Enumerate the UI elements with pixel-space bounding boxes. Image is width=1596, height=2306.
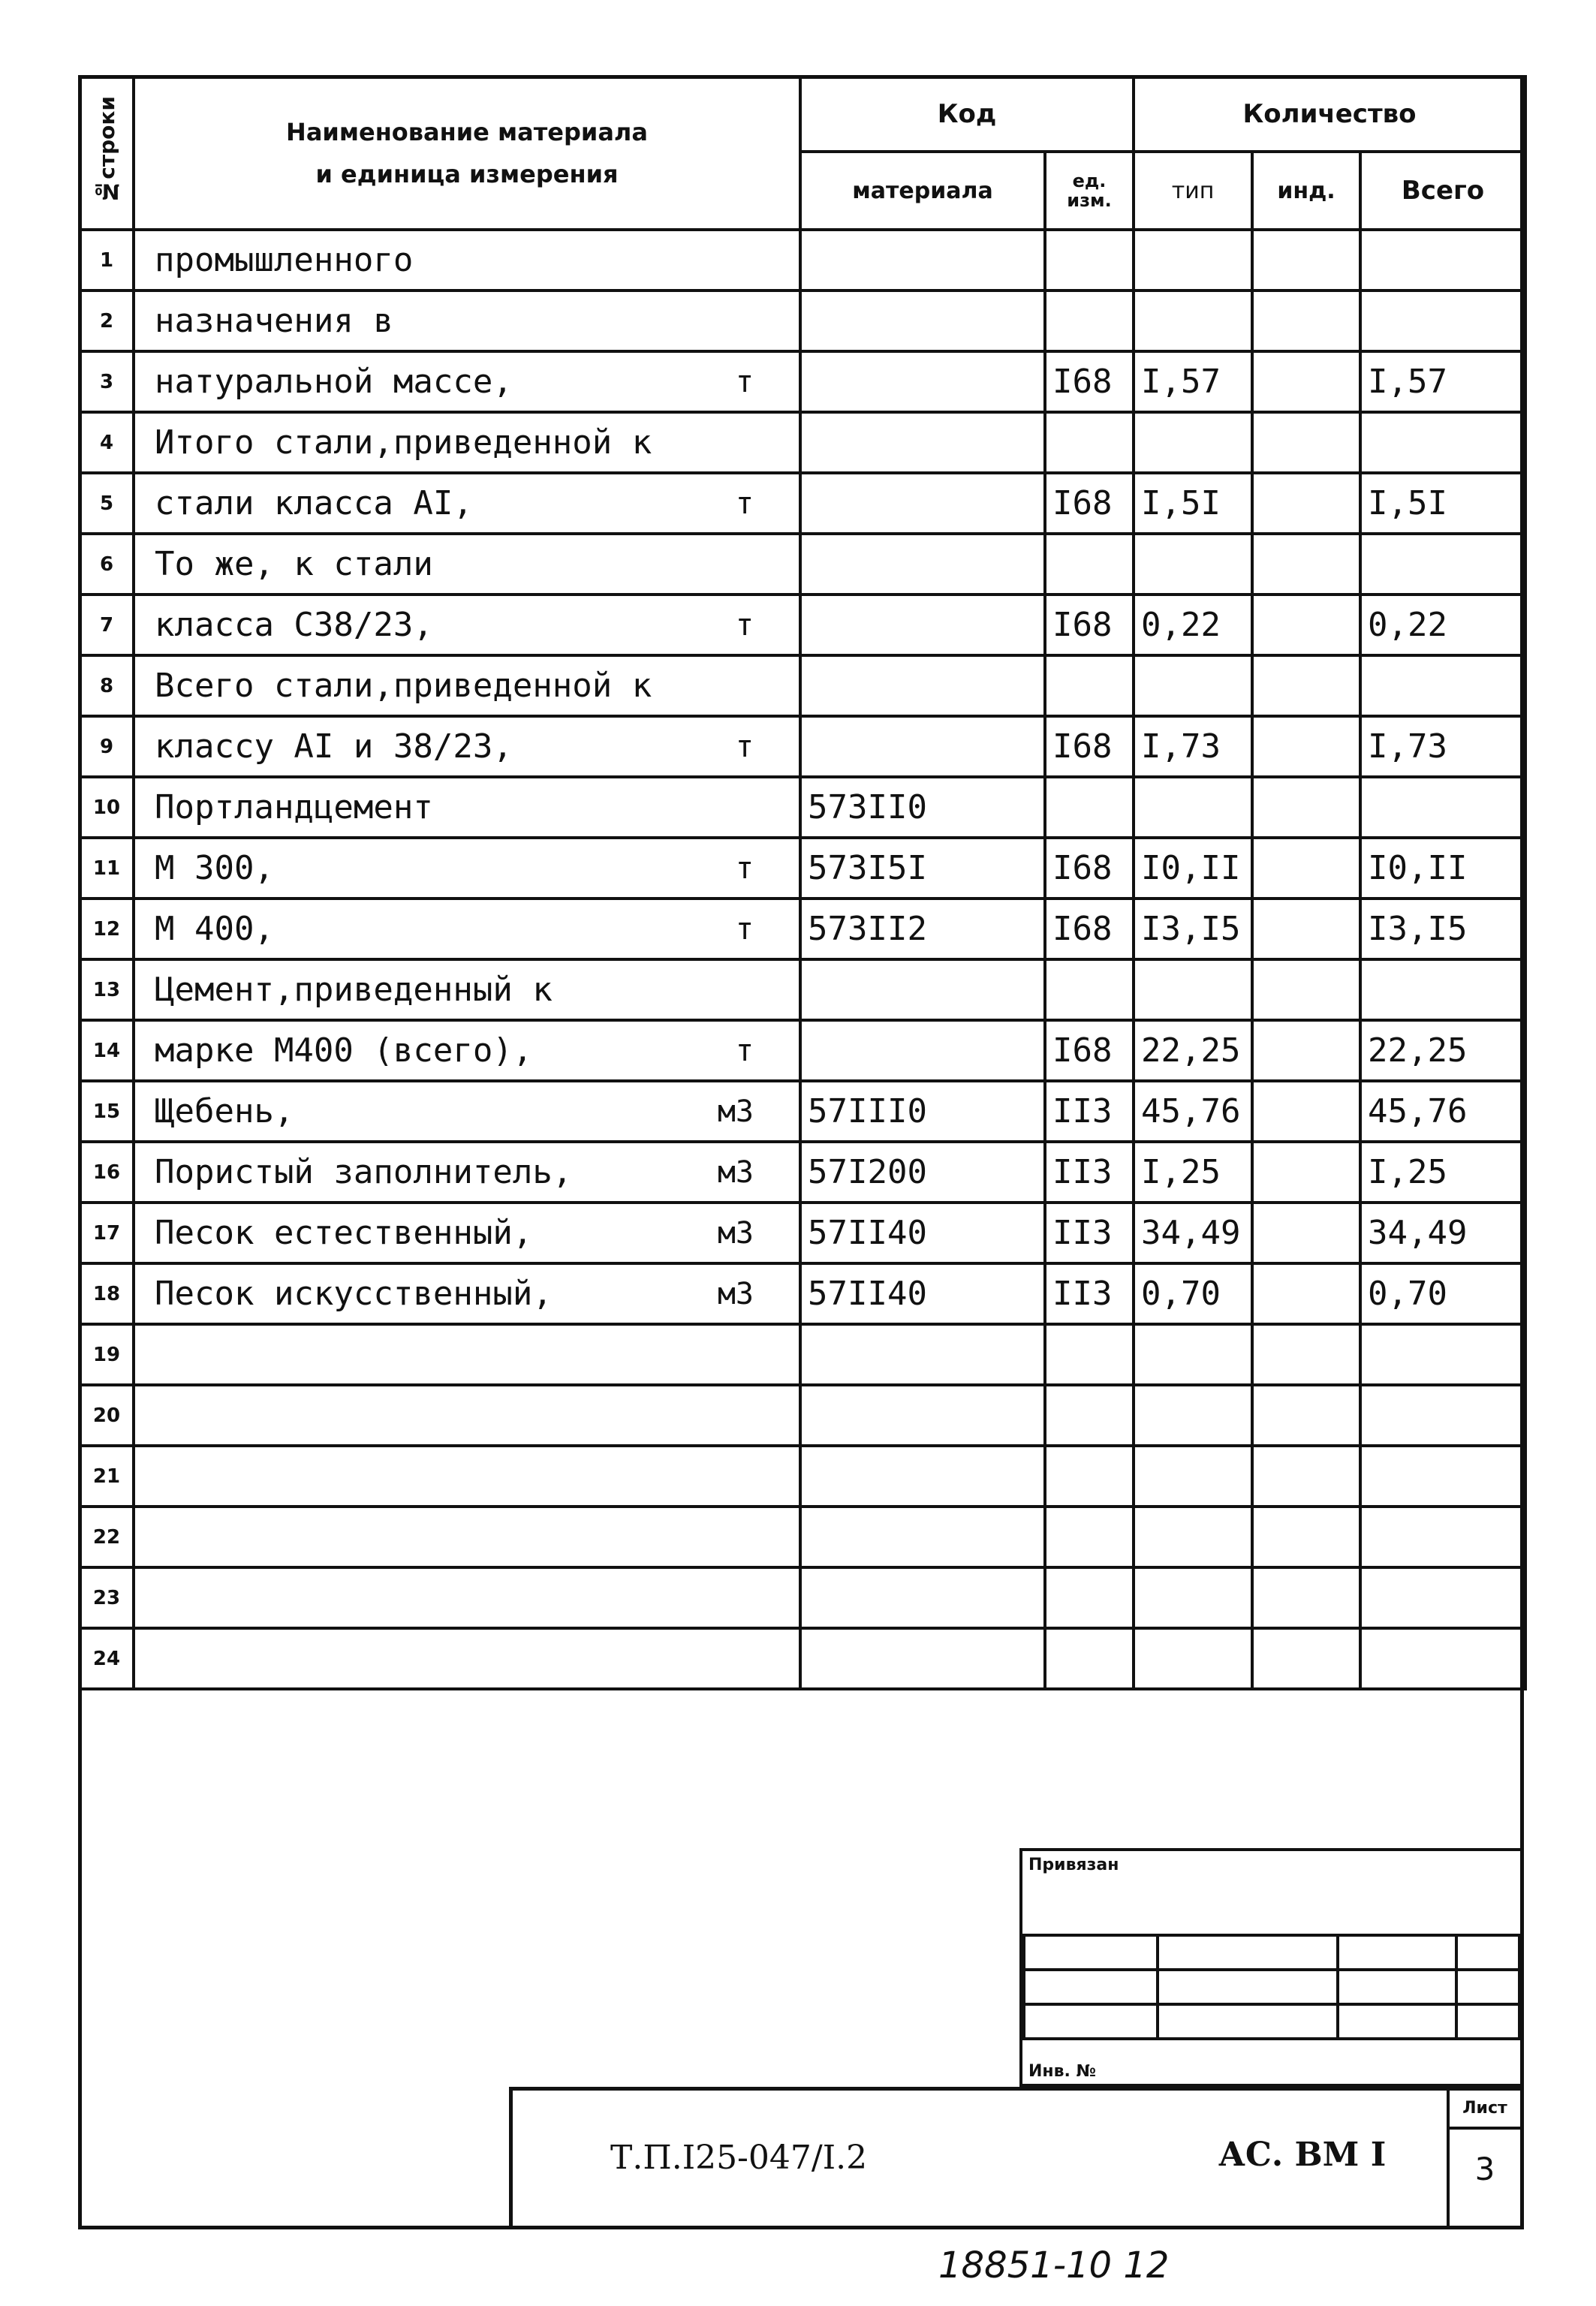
material-name-cell <box>134 1081 800 1142</box>
sheet-number-box <box>1447 2091 1520 2229</box>
material-code-cell <box>800 1385 1045 1446</box>
unit-code-cell <box>1045 655 1134 716</box>
table-row <box>80 595 1525 655</box>
row-number-cell: 16 <box>80 1142 134 1203</box>
material-name-text: Пористый заполнитель, <box>155 1153 573 1191</box>
material-name-text: Песок искусственный, <box>155 1275 553 1313</box>
qty-total-cell <box>1360 959 1525 1020</box>
qty-total-cell <box>1360 1567 1525 1628</box>
qty-ind-cell <box>1252 230 1360 291</box>
material-code-cell <box>800 1324 1045 1385</box>
row-number-cell: 11 <box>80 838 134 899</box>
unit-text: т <box>735 607 754 643</box>
material-name-cell <box>134 291 800 351</box>
inventory-number-label: Инв. № <box>1028 2062 1097 2081</box>
material-name-cell <box>134 777 800 838</box>
material-name-cell <box>134 838 800 899</box>
qty-ind-cell <box>1252 351 1360 412</box>
document-designation: АС. ВМ I <box>1218 2136 1387 2174</box>
unit-code-cell: II3 <box>1045 1203 1134 1263</box>
qty-total-cell <box>1360 655 1525 716</box>
unit-code-cell <box>1045 1324 1134 1385</box>
unit-code-cell <box>1045 291 1134 351</box>
qty-type-cell <box>1134 1324 1252 1385</box>
qty-type-cell <box>1134 1446 1252 1507</box>
qty-type-cell <box>1134 412 1252 473</box>
qty-ind-cell <box>1252 595 1360 655</box>
qty-ind-cell <box>1252 412 1360 473</box>
row-number-cell: 8 <box>80 655 134 716</box>
qty-total-cell <box>1360 412 1525 473</box>
material-name-text: назначения в <box>155 302 393 340</box>
qty-ind-cell <box>1252 1324 1360 1385</box>
code-group-header: Код <box>800 77 1134 152</box>
row-number-cell: 20 <box>80 1385 134 1446</box>
qty-type-cell: I0,II <box>1134 838 1252 899</box>
material-code-cell <box>800 1507 1045 1567</box>
qty-ind-cell <box>1252 291 1360 351</box>
stamp-title: Привязан <box>1028 1856 1119 1874</box>
unit-text: т <box>735 911 754 947</box>
table-row <box>80 351 1525 412</box>
qty-type-cell: 22,25 <box>1134 1020 1252 1081</box>
qty-total-cell: 0,22 <box>1360 595 1525 655</box>
material-name-cell <box>134 1142 800 1203</box>
material-code-cell <box>800 1567 1045 1628</box>
material-code-cell <box>800 534 1045 595</box>
material-name-cell <box>134 351 800 412</box>
material-name-text: Портландцемент <box>155 788 433 826</box>
material-name-cell <box>134 1385 800 1446</box>
table-row <box>80 1446 1525 1507</box>
table-row <box>80 1203 1525 1263</box>
qty-type-cell <box>1134 1628 1252 1689</box>
qty-type-cell <box>1134 959 1252 1020</box>
row-number-cell: 12 <box>80 899 134 959</box>
row-number-cell: 18 <box>80 1263 134 1324</box>
row-number-cell: 22 <box>80 1507 134 1567</box>
material-code-cell: 57II40 <box>800 1203 1045 1263</box>
material-name-text: Всего стали,приведенной к <box>155 667 652 705</box>
unit-code-cell <box>1045 1507 1134 1567</box>
unit-code-cell <box>1045 1628 1134 1689</box>
material-code-cell <box>800 959 1045 1020</box>
material-code-cell <box>800 230 1045 291</box>
material-name-cell <box>134 1446 800 1507</box>
table-row <box>80 412 1525 473</box>
material-name-text: М 300, <box>155 849 274 887</box>
qty-total-cell: I,5I <box>1360 473 1525 534</box>
qty-type-cell <box>1134 230 1252 291</box>
qty-total-cell <box>1360 1446 1525 1507</box>
qty-total-cell <box>1360 1385 1525 1446</box>
table-row <box>80 230 1525 291</box>
unit-code-cell <box>1045 777 1134 838</box>
table-row <box>80 1507 1525 1567</box>
unit-code-cell <box>1045 959 1134 1020</box>
qty-total-cell <box>1360 777 1525 838</box>
code-unit-header: ед. изм. <box>1045 152 1134 230</box>
material-code-cell <box>800 655 1045 716</box>
unit-text: т <box>735 850 754 886</box>
material-code-cell <box>800 716 1045 777</box>
material-name-text: Песок естественный, <box>155 1214 533 1252</box>
material-name-text: То же, к стали <box>155 545 433 583</box>
qty-type-cell: I,25 <box>1134 1142 1252 1203</box>
row-number-cell: 15 <box>80 1081 134 1142</box>
material-code-cell <box>800 412 1045 473</box>
qty-ind-cell <box>1252 716 1360 777</box>
qty-ind-cell <box>1252 1567 1360 1628</box>
qty-total-cell: 34,49 <box>1360 1203 1525 1263</box>
qty-type-cell: 0,22 <box>1134 595 1252 655</box>
unit-text: т <box>735 486 754 521</box>
row-number-cell: 2 <box>80 291 134 351</box>
qty-type-cell: I,57 <box>1134 351 1252 412</box>
qty-total-cell <box>1360 1324 1525 1385</box>
qty-ind-cell <box>1252 1263 1360 1324</box>
material-code-cell: 573II0 <box>800 777 1045 838</box>
qty-type-cell <box>1134 1507 1252 1567</box>
unit-code-cell: I68 <box>1045 838 1134 899</box>
qty-ind-cell <box>1252 1203 1360 1263</box>
table-row <box>80 838 1525 899</box>
table-row <box>80 1324 1525 1385</box>
material-name-cell <box>134 716 800 777</box>
unit-code-cell <box>1045 534 1134 595</box>
row-number-cell: 14 <box>80 1020 134 1081</box>
qty-ind-cell <box>1252 655 1360 716</box>
qty-ind-cell <box>1252 1507 1360 1567</box>
material-name-text: класса C38/23, <box>155 606 433 644</box>
qty-type-cell <box>1134 777 1252 838</box>
material-name-cell <box>134 899 800 959</box>
qty-type-cell: 34,49 <box>1134 1203 1252 1263</box>
row-number-cell: 17 <box>80 1203 134 1263</box>
materials-table <box>78 75 1527 1690</box>
material-code-cell: 573I5I <box>800 838 1045 899</box>
row-number-cell: 24 <box>80 1628 134 1689</box>
qty-total-cell <box>1360 1507 1525 1567</box>
unit-text: м3 <box>717 1276 754 1311</box>
material-name-text: Итого стали,приведенной к <box>155 423 652 462</box>
unit-text: т <box>735 1033 754 1068</box>
unit-code-cell: I68 <box>1045 473 1134 534</box>
material-name-cell <box>134 1263 800 1324</box>
qty-ind-header: инд. <box>1252 152 1360 230</box>
row-number-header-label: №строки <box>94 95 119 204</box>
material-code-cell <box>800 595 1045 655</box>
unit-text: м3 <box>717 1155 754 1190</box>
material-name-cell <box>134 230 800 291</box>
material-name-cell <box>134 1020 800 1081</box>
row-number-cell: 10 <box>80 777 134 838</box>
qty-ind-cell <box>1252 1142 1360 1203</box>
material-name-cell <box>134 1203 800 1263</box>
table-row <box>80 291 1525 351</box>
qty-ind-cell <box>1252 959 1360 1020</box>
material-name-text: марке М400 (всего), <box>155 1031 533 1070</box>
qty-ind-cell <box>1252 777 1360 838</box>
qty-type-cell <box>1134 1567 1252 1628</box>
material-name-header: Наименование материала и единица измерения <box>134 77 800 230</box>
qty-total-cell: I,25 <box>1360 1142 1525 1203</box>
material-name-text: промышленного <box>155 241 414 279</box>
material-name-text: классу AI и 38/23, <box>155 727 513 766</box>
sheet-number: 3 <box>1474 2151 1495 2187</box>
qty-total-header: Всего <box>1360 152 1525 230</box>
row-number-cell: 5 <box>80 473 134 534</box>
row-number-cell: 4 <box>80 412 134 473</box>
code-material-header: материала <box>800 152 1045 230</box>
table-row <box>80 777 1525 838</box>
qty-total-cell: I0,II <box>1360 838 1525 899</box>
material-name-cell <box>134 534 800 595</box>
qty-total-cell: I,73 <box>1360 716 1525 777</box>
material-code-cell: 57II40 <box>800 1263 1045 1324</box>
material-code-cell <box>800 473 1045 534</box>
row-number-cell: 3 <box>80 351 134 412</box>
material-code-cell: 573II2 <box>800 899 1045 959</box>
unit-code-cell: I68 <box>1045 595 1134 655</box>
attachment-stamp <box>1019 1848 1524 2087</box>
row-number-cell: 21 <box>80 1446 134 1507</box>
qty-type-cell: I,73 <box>1134 716 1252 777</box>
material-code-cell: 57I200 <box>800 1142 1045 1203</box>
material-name-cell <box>134 473 800 534</box>
unit-text: м3 <box>717 1215 754 1251</box>
project-code: Т.П.I25-047/I.2 <box>610 2139 868 2177</box>
row-number-cell: 13 <box>80 959 134 1020</box>
material-name-cell <box>134 959 800 1020</box>
unit-code-cell: I68 <box>1045 899 1134 959</box>
qty-total-cell: I,57 <box>1360 351 1525 412</box>
table-row <box>80 1385 1525 1446</box>
material-name-cell <box>134 1628 800 1689</box>
unit-code-cell <box>1045 1567 1134 1628</box>
qty-ind-cell <box>1252 1446 1360 1507</box>
table-row <box>80 959 1525 1020</box>
material-name-cell <box>134 412 800 473</box>
qty-type-cell <box>1134 534 1252 595</box>
material-name-cell <box>134 1324 800 1385</box>
material-name-cell <box>134 595 800 655</box>
unit-code-cell <box>1045 412 1134 473</box>
material-code-cell <box>800 1446 1045 1507</box>
stamp-grid <box>1022 1934 1521 2040</box>
qty-ind-cell <box>1252 899 1360 959</box>
row-number-cell: 23 <box>80 1567 134 1628</box>
qty-total-cell: I3,I5 <box>1360 899 1525 959</box>
qty-total-cell: 22,25 <box>1360 1020 1525 1081</box>
qty-type-cell: 0,70 <box>1134 1263 1252 1324</box>
unit-code-cell: II3 <box>1045 1142 1134 1203</box>
table-row <box>80 1142 1525 1203</box>
qty-ind-cell <box>1252 1628 1360 1689</box>
material-code-cell <box>800 1020 1045 1081</box>
material-code-cell <box>800 291 1045 351</box>
row-number-cell: 19 <box>80 1324 134 1385</box>
table-row <box>80 1020 1525 1081</box>
qty-type-cell <box>1134 291 1252 351</box>
handwritten-note: 18851-10 12 <box>938 2244 1170 2286</box>
material-name-cell <box>134 1567 800 1628</box>
unit-code-cell: I68 <box>1045 1020 1134 1081</box>
qty-ind-cell <box>1252 473 1360 534</box>
material-code-cell: 57III0 <box>800 1081 1045 1142</box>
material-name-text: натуральной массе, <box>155 363 513 401</box>
unit-code-cell: II3 <box>1045 1263 1134 1324</box>
qty-type-cell: I3,I5 <box>1134 899 1252 959</box>
qty-ind-cell <box>1252 838 1360 899</box>
material-name-text: стали класса AI, <box>155 484 473 522</box>
table-row <box>80 1081 1525 1142</box>
unit-code-cell: I68 <box>1045 716 1134 777</box>
material-name-cell <box>134 1507 800 1567</box>
qty-total-cell <box>1360 230 1525 291</box>
unit-code-cell: I68 <box>1045 351 1134 412</box>
qty-total-cell: 45,76 <box>1360 1081 1525 1142</box>
table-row <box>80 655 1525 716</box>
sheet-label: Лист <box>1450 2091 1520 2130</box>
row-number-cell: 1 <box>80 230 134 291</box>
unit-text: м3 <box>717 1094 754 1129</box>
material-name-text: Цемент,приведенный к <box>155 971 553 1009</box>
unit-code-cell <box>1045 230 1134 291</box>
row-number-cell: 7 <box>80 595 134 655</box>
material-name-text: Щебень, <box>155 1092 294 1130</box>
qty-type-cell <box>1134 655 1252 716</box>
qty-type-cell: I,5I <box>1134 473 1252 534</box>
qty-type-header: тип <box>1134 152 1252 230</box>
qty-ind-cell <box>1252 1385 1360 1446</box>
material-name-cell <box>134 655 800 716</box>
table-row <box>80 1263 1525 1324</box>
table-row <box>80 716 1525 777</box>
qty-total-cell: 0,70 <box>1360 1263 1525 1324</box>
material-code-cell <box>800 1628 1045 1689</box>
unit-text: т <box>735 729 754 764</box>
unit-text: т <box>735 364 754 399</box>
qty-total-cell <box>1360 291 1525 351</box>
unit-code-cell <box>1045 1446 1134 1507</box>
qty-type-cell <box>1134 1385 1252 1446</box>
table-row <box>80 899 1525 959</box>
row-number-cell: 9 <box>80 716 134 777</box>
quantity-group-header: Количество <box>1134 77 1525 152</box>
material-code-cell <box>800 351 1045 412</box>
material-name-text: М 400, <box>155 910 274 948</box>
table-row <box>80 1567 1525 1628</box>
row-number-cell: 6 <box>80 534 134 595</box>
table-row <box>80 473 1525 534</box>
qty-ind-cell <box>1252 534 1360 595</box>
unit-code-cell <box>1045 1385 1134 1446</box>
qty-ind-cell <box>1252 1081 1360 1142</box>
qty-type-cell: 45,76 <box>1134 1081 1252 1142</box>
qty-total-cell <box>1360 534 1525 595</box>
table-row <box>80 534 1525 595</box>
table-row <box>80 1628 1525 1689</box>
title-block <box>509 2087 1524 2229</box>
qty-total-cell <box>1360 1628 1525 1689</box>
unit-code-cell: II3 <box>1045 1081 1134 1142</box>
qty-ind-cell <box>1252 1020 1360 1081</box>
row-number-header <box>80 77 134 230</box>
